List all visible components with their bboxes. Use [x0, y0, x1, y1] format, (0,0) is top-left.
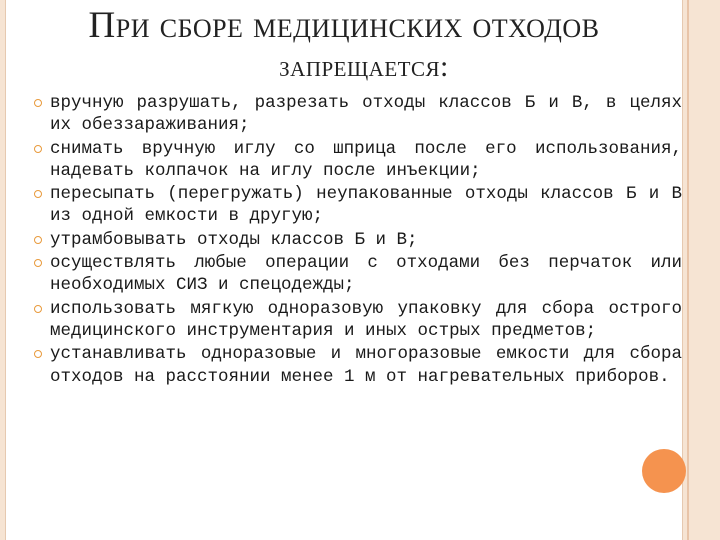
list-item-text: пересыпать (перегружать) неупакованные отходы классов Б и В из одной емкости в другую;	[50, 184, 682, 227]
list-item	[34, 252, 682, 297]
list-item	[34, 92, 682, 137]
list-item	[34, 229, 682, 251]
list-item-text: осуществлять любые операции с отходами без перчаток или необходимых СИЗ и спецодежды;	[50, 253, 682, 296]
list-item	[34, 343, 682, 388]
list-item-text: снимать вручную иглу со шприца после его использования, надевать колпачок на иглу после инъекции;	[50, 138, 682, 181]
circle-bullet-icon	[34, 350, 42, 358]
circle-bullet-icon	[34, 305, 42, 313]
list-item	[34, 298, 682, 343]
circle-bullet-icon	[34, 145, 42, 153]
list-item-text: устанавливать одноразовые и многоразовые емкости для сбора отходов на расстоянии менее 1 м от нагревательных приборов.	[50, 344, 682, 387]
slide-frame	[5, 0, 683, 540]
circle-bullet-icon	[34, 99, 42, 107]
slide-subtitle: запрещается:	[279, 50, 449, 83]
accent-line	[687, 0, 689, 540]
circle-bullet-icon	[34, 190, 42, 198]
decorative-circle	[642, 449, 686, 493]
list-item-text: использовать мягкую одноразовую упаковку для сбора острого медицинского инструментария и иных острых предметов;	[50, 298, 682, 341]
circle-bullet-icon	[34, 259, 42, 267]
list-item-text: вручную разрушать, разрезать отходы классов Б и В, в целях их обеззараживания;	[50, 93, 682, 136]
list-item	[34, 138, 682, 183]
bullet-list	[34, 92, 682, 389]
list-item	[34, 183, 682, 228]
circle-bullet-icon	[34, 236, 42, 244]
list-item-text: утрамбовывать отходы классов Б и В;	[50, 229, 418, 250]
slide-title: При сборе медицинских отходов	[88, 5, 600, 46]
